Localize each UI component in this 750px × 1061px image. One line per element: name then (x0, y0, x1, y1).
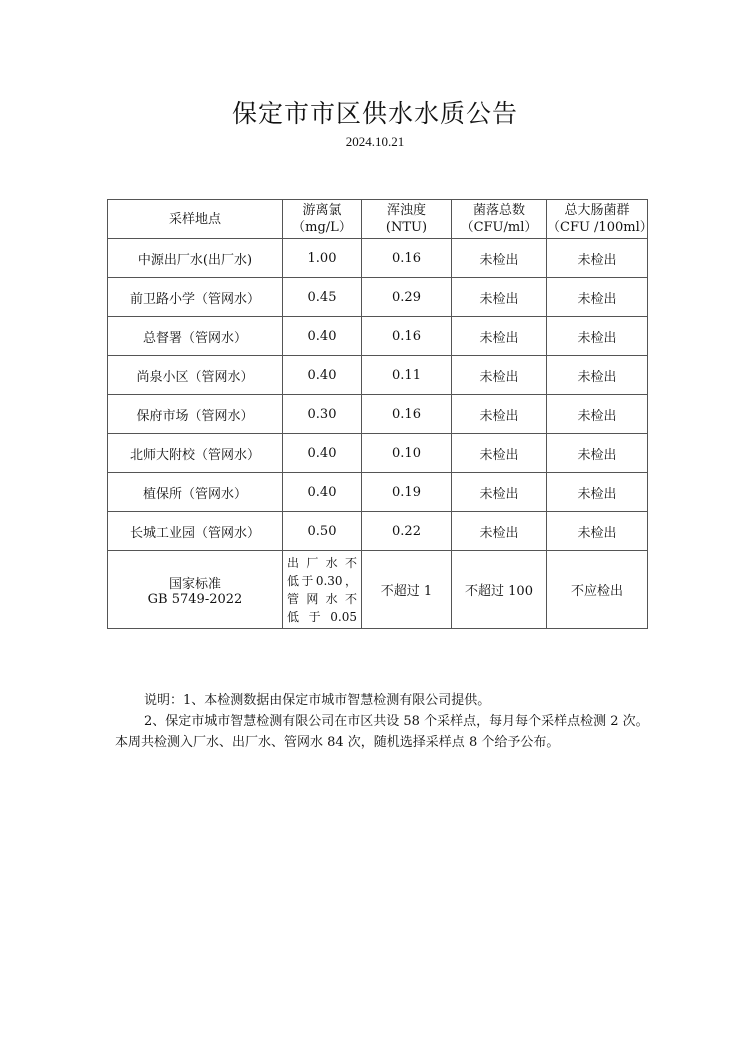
standard-colony: 不超过 100 (452, 551, 547, 629)
cell-coliform: 未检出 (547, 239, 648, 278)
table-row (108, 239, 648, 278)
cell-chlorine: 0.50 (283, 512, 362, 551)
header-coliform-unit: （CFU /100ml） (547, 220, 653, 235)
cell-chlorine: 1.00 (283, 239, 362, 278)
water-quality-table (107, 199, 653, 629)
cell-coliform: 未检出 (547, 356, 648, 395)
standard-coliform: 不应检出 (547, 551, 648, 629)
standard-row (108, 551, 648, 629)
standard-chlorine-line: 低于0.05 (287, 609, 357, 624)
cell-colony: 未检出 (452, 473, 547, 512)
header-coliform (547, 200, 653, 239)
cell-colony: 未检出 (452, 434, 547, 473)
cell-coliform: 未检出 (547, 473, 648, 512)
cell-turbidity: 0.16 (362, 317, 452, 356)
header-turbidity-unit: (NTU) (385, 220, 428, 235)
publish-date: 2024.10.21 (345, 134, 405, 149)
header-turbidity-name: 浑浊度 (386, 203, 426, 218)
standard-chlorine (283, 551, 362, 629)
cell-colony: 未检出 (452, 239, 547, 278)
cell-colony: 未检出 (452, 395, 547, 434)
cell-coliform: 未检出 (547, 395, 648, 434)
cell-coliform: 未检出 (547, 317, 648, 356)
table-header-row (108, 200, 648, 239)
cell-colony: 未检出 (452, 512, 547, 551)
table-row (108, 356, 648, 395)
cell-chlorine: 0.45 (283, 278, 362, 317)
standard-chlorine-line: 出厂水不 (287, 555, 357, 570)
cell-turbidity: 0.16 (362, 395, 452, 434)
standard-chlorine-line: 低于0.30， (287, 573, 357, 588)
cell-site: 植保所（管网水） (108, 473, 283, 512)
note-2: 2、保定市城市智慧检测有限公司在市区共设 58 个采样点，每月每个采样点检测 2 次。本周共检测入厂水、出厂水、管网水 84 次，随机选择采样点 8 个给予公布。 (115, 714, 649, 750)
cell-chlorine: 0.40 (283, 317, 362, 356)
standard-chlorine-line: 管网水不 (287, 591, 357, 606)
cell-coliform: 未检出 (547, 434, 648, 473)
cell-turbidity: 0.29 (362, 278, 452, 317)
cell-colony: 未检出 (452, 317, 547, 356)
cell-site: 总督署（管网水） (108, 317, 283, 356)
cell-site: 中源出厂水(出厂水) (108, 239, 283, 278)
cell-site: 保府市场（管网水） (108, 395, 283, 434)
cell-turbidity: 0.10 (362, 434, 452, 473)
header-turbidity (362, 200, 452, 239)
standard-name: 国家标准 (168, 576, 221, 592)
cell-site: 长城工业园（管网水） (108, 512, 283, 551)
cell-colony: 未检出 (452, 278, 547, 317)
table-row (108, 278, 648, 317)
cell-chlorine: 0.40 (283, 434, 362, 473)
cell-chlorine: 0.30 (283, 395, 362, 434)
cell-turbidity: 0.16 (362, 239, 452, 278)
header-site: 采样地点 (108, 200, 283, 239)
table-row (108, 434, 648, 473)
note-1: 说明：1、本检测数据由保定市城市智慧检测有限公司提供。 (144, 693, 491, 708)
page-title: 保定市市区供水水质公告 (231, 99, 518, 128)
cell-chlorine: 0.40 (283, 356, 362, 395)
cell-turbidity: 0.22 (362, 512, 452, 551)
header-chlorine-unit: （mg/L） (292, 220, 352, 235)
cell-chlorine: 0.40 (283, 473, 362, 512)
header-colony-unit: （CFU/ml） (460, 220, 538, 235)
table-row (108, 473, 648, 512)
header-chlorine-name: 游离氯 (302, 203, 342, 218)
header-coliform-name: 总大肠菌群 (564, 203, 630, 218)
cell-site: 尚泉小区（管网水） (108, 356, 283, 395)
standard-turbidity: 不超过 1 (362, 551, 452, 629)
header-colony (452, 200, 547, 239)
cell-coliform: 未检出 (547, 278, 648, 317)
cell-site: 北师大附校（管网水） (108, 434, 283, 473)
table-row (108, 512, 648, 551)
table-row (108, 317, 648, 356)
cell-coliform: 未检出 (547, 512, 648, 551)
cell-site: 前卫路小学（管网水） (108, 278, 283, 317)
cell-turbidity: 0.11 (362, 356, 452, 395)
table-row (108, 395, 648, 434)
standard-site (108, 551, 283, 629)
standard-code: GB 5749-2022 (147, 591, 243, 607)
cell-turbidity: 0.19 (362, 473, 452, 512)
header-colony-name: 菌落总数 (472, 203, 525, 218)
cell-colony: 未检出 (452, 356, 547, 395)
header-chlorine (283, 200, 362, 239)
notes (115, 690, 650, 753)
